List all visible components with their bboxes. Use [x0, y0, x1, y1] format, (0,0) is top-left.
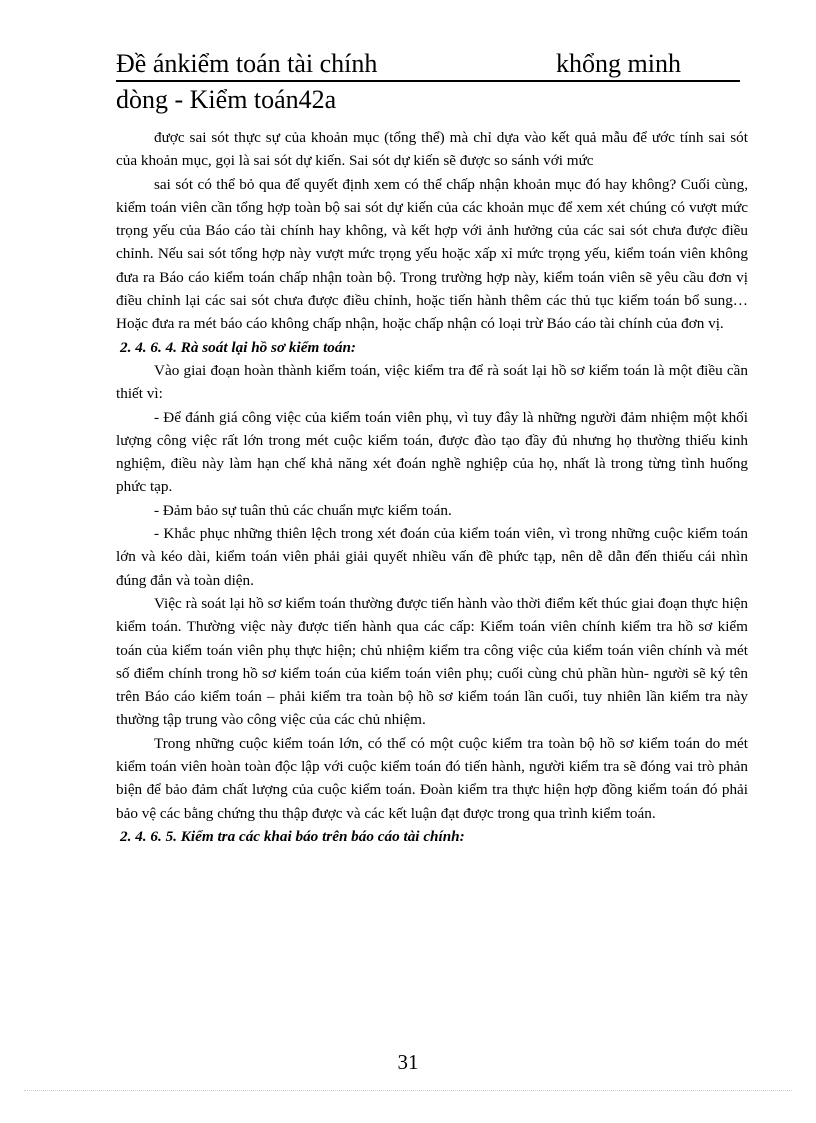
list-item: - Đảm bảo sự tuân thủ các chuẩn mực kiểm toán. — [154, 501, 452, 519]
document-title: Đề ánkiểm toán tài chính — [116, 49, 378, 78]
paragraph-review-levels: Việc rà soát lại hồ sơ kiểm toán thường được tiến hành vào thời điểm kết thúc giai đoạn thực hiện kiểm toán. Thường việc này được tiến hành qua các cấp: Kiểm toán viên chính kiểm tra hồ sơ kiểm toán của kiểm toán viên phụ thực hiện; chủ nhiệm kiểm tra công việc của kiểm toán viên chính và mét số điểm chính trong hồ sơ kiểm toán của kiểm toán viên phụ; cuối cùng chủ phần hùn- người sẽ ký tên trên Báo cáo kiểm toán – phải kiểm tra toàn bộ hồ sơ kiểm toán lần cuối, tuy nhiên lần kiểm tra này thường tập trung vào công việc của các chủ nhiệm. — [116, 594, 748, 729]
author-name: khổng minh — [556, 49, 681, 78]
section-heading-disclosures: 2. 4. 6. 5. Kiểm tra các khai báo trên báo cáo tài chính: — [120, 827, 465, 845]
paragraph-materiality: sai sót có thể bỏ qua để quyết định xem có thể chấp nhận khoản mục đó hay không? Cuối cùng, kiểm toán viên cần tổng hợp toàn bộ sai sót dự kiến của các khoản mục để xem xét chúng có vượt mức trọng yếu của Báo cáo tài chính hay không, và kết hợp với ảnh hưởng của các sai sót chưa được điều chỉnh. Nếu sai sót tổng hợp này vượt mức trọng yếu hoặc xấp xỉ mức trọng yếu, kiểm toán viên không đưa ra Báo cáo kiểm toán chấp nhận toàn bộ. Trong trường hợp này, kiểm toán viên sẽ yêu cầu đơn vị điều chỉnh lại các sai sót chưa được điều chỉnh, hoặc tiến hành thêm các thủ tục kiểm toán bổ sung… Hoặc đưa ra mét báo cáo không chấp nhận, hoặc chấp nhận có loại trừ Báo cáo tài chính của đơn vị. — [116, 175, 748, 333]
paragraph-continuation: được sai sót thực sự của khoản mục (tổng thể) mà chỉ dựa vào kết quả mẫu để ước tính sai sót của khoản mục, gọi là sai sót dự kiến. Sai sót dự kiến sẽ được so sánh với mức — [116, 129, 748, 170]
section-heading-review: 2. 4. 6. 4. Rà soát lại hồ sơ kiểm toán: — [120, 338, 356, 356]
page-number: 31 — [397, 1050, 419, 1074]
page-header — [116, 48, 740, 116]
list-item: - Khắc phục những thiên lệch trong xét đoán của kiểm toán viên, vì trong những cuộc kiểm toán lớn và kéo dài, kiểm toán viên phải giải quyết nhiều vấn đề phức tạp, nên dễ dẫn đến thiếu cái nhìn đúng đắn và toàn diện. — [116, 525, 748, 589]
page-bottom-divider — [24, 1090, 792, 1091]
header-title-line — [116, 48, 740, 82]
list-item: - Để đánh giá công việc của kiểm toán viên phụ, vì tuy đây là những người đảm nhiệm một khối lượng công việc rất lớn trong mét cuộc kiểm toán, được đào tạo đầy đủ nhưng họ thường thiếu kinh nghiệm, điều này làm hạn chế khả năng xét đoán nghề nghiệp của họ, nhất là trong từng tình huống phức tạp. — [116, 408, 748, 496]
document-body — [116, 126, 748, 848]
paragraph-independent-review: Trong những cuộc kiểm toán lớn, có thể có một cuộc kiểm tra toàn bộ hồ sơ kiểm toán do mét kiểm toán viên hoàn toàn độc lập với cuộc kiểm toán đó tiến hành, người kiểm tra sẽ đóng vai trò phản biện để bảo đảm chất lượng của cuộc kiểm toán. Đoàn kiểm tra thực hiện hợp đồng kiểm toán đó phải bảo vệ các bằng chứng thu thập được và các kết luận đạt được trong qua trình kiểm toán. — [116, 734, 748, 822]
document-subtitle: dòng - Kiểm toán42a — [116, 85, 337, 114]
paragraph-review-intro: Vào giai đoạn hoàn thành kiểm toán, việc kiểm tra để rà soát lại hồ sơ kiểm toán là một điều cần thiết vì: — [116, 361, 748, 403]
